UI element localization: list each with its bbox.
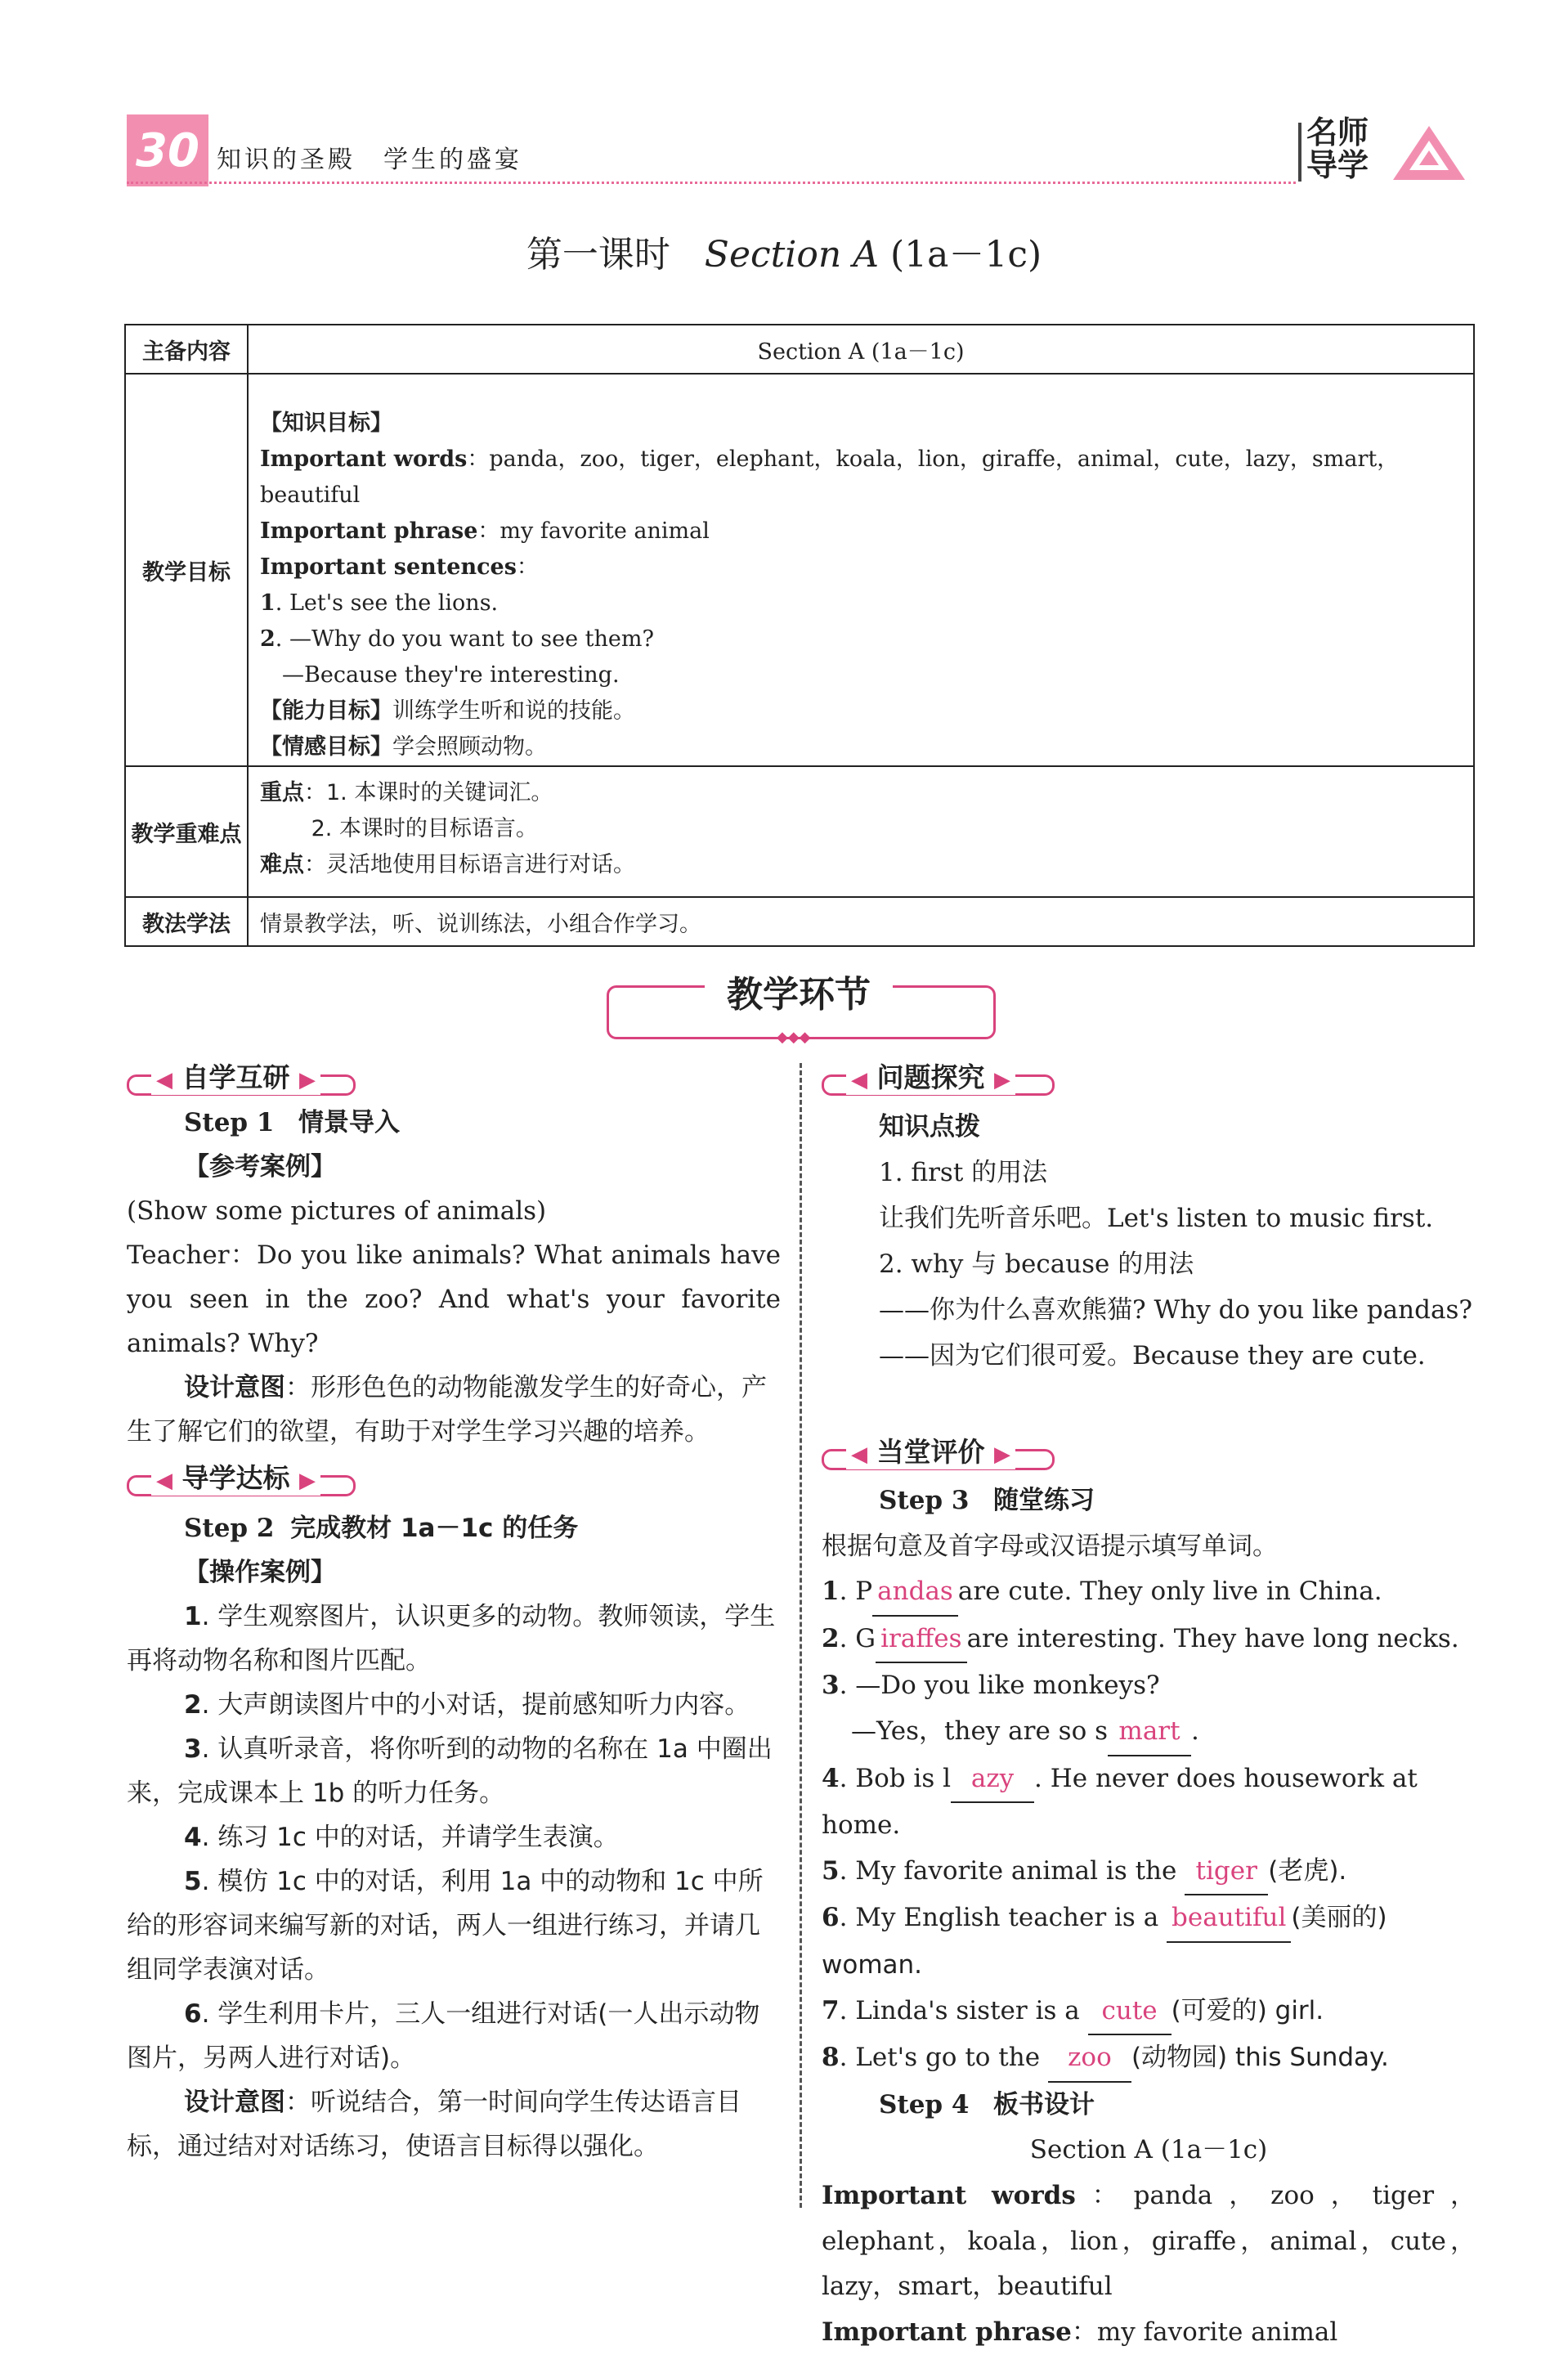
ex-prefix: . P xyxy=(839,1577,873,1607)
row-label: 主备内容 xyxy=(125,325,248,374)
row-value xyxy=(248,374,1474,766)
goal-text: 学会照顾动物。 xyxy=(392,734,547,760)
right-column-part2 xyxy=(822,1478,1476,2355)
item-number: 6 xyxy=(184,1999,202,2029)
focus-line xyxy=(260,811,1462,847)
subhead-assessment xyxy=(822,1431,1055,1472)
page-number: 30 xyxy=(127,114,208,186)
goal-bold: 2 xyxy=(260,626,276,652)
paragraph: Teacher：Do you like animals? What animals have you seen in the zoo? And what's your favorite animals? Why? xyxy=(127,1240,781,1358)
goal-text: ：my favorite animal xyxy=(477,518,710,544)
item-number: 5 xyxy=(184,1867,202,1896)
exercise-item xyxy=(822,1569,1476,1617)
item-text: . 大声朗读图片中的小对话，提前感知听力内容。 xyxy=(201,1690,750,1720)
table-row xyxy=(125,766,1474,897)
step1-heading xyxy=(127,1101,781,1145)
board-label: Important words xyxy=(822,2180,1076,2210)
column-divider xyxy=(800,1063,802,2208)
goal-bold: 【知识目标】 xyxy=(260,410,392,436)
ex-prefix: . G xyxy=(839,1623,876,1653)
focus-line xyxy=(260,847,1462,883)
arrow-left-icon: ◀ xyxy=(851,1442,867,1467)
case-label: 【操作案例】 xyxy=(184,1558,336,1587)
list-item xyxy=(127,1815,781,1859)
left-column-part1 xyxy=(127,1101,781,1454)
section-title: 教学环节 xyxy=(705,965,893,1017)
answer-blank: andas xyxy=(872,1569,958,1617)
goal-bold: Important phrase xyxy=(260,518,478,544)
ex-number: 1 xyxy=(822,1577,840,1607)
step-name: 随堂练习 xyxy=(993,1486,1095,1515)
subhead-inquiry xyxy=(822,1056,1055,1097)
answer-blank: mart xyxy=(1108,1709,1191,1756)
subhead-text: 问题探究 xyxy=(876,1061,985,1093)
step4-heading xyxy=(822,2083,1476,2128)
lesson-plan-table xyxy=(124,324,1475,947)
kp-example: ——你为什么喜欢熊猫? Why do you like pandas? xyxy=(879,1295,1472,1325)
item-text: . 学生利用卡片，三人一组进行对话(一人出示动物图片，另两人进行对话)。 xyxy=(127,1999,760,2073)
row-value: 情景教学法，听、说训练法，小组合作学习。 xyxy=(248,897,1474,946)
goal-line xyxy=(260,657,1462,693)
ex-suffix: (美丽的) woman. xyxy=(822,1903,1387,1980)
answer-blank: tiger xyxy=(1185,1849,1268,1896)
goal-line xyxy=(260,621,1462,657)
step-name: 板书设计 xyxy=(993,2089,1095,2120)
answer-blank: azy xyxy=(951,1756,1034,1804)
list-item xyxy=(127,1992,781,2080)
goal-bold: Important words xyxy=(260,446,468,472)
list-item xyxy=(127,1727,781,1815)
header-slogan: 知识的圣殿 学生的盛宴 xyxy=(217,146,522,174)
ex-number: 4 xyxy=(822,1763,840,1793)
focus-text: ：1. 本课时的关键词汇。 xyxy=(304,780,553,805)
answer-blank: cute xyxy=(1088,1989,1172,2036)
goal-line xyxy=(260,693,1462,729)
list-item xyxy=(127,1859,781,1992)
subhead-label xyxy=(846,1431,1015,1469)
ex-number: 6 xyxy=(822,1903,840,1933)
ex-number: 7 xyxy=(822,1995,840,2025)
goal-line xyxy=(260,550,1462,585)
exercise-item xyxy=(822,1756,1476,1849)
step-label: Step 1 xyxy=(184,1108,275,1137)
board-text: ：panda，zoo，tiger，elephant，koala，lion，giraffe，animal，cute，lazy，smart，beautiful xyxy=(822,2180,1476,2302)
board-words xyxy=(822,2173,1476,2310)
step-name: 完成教材 1a－1c 的任务 xyxy=(290,1514,579,1543)
ex-number: 3 xyxy=(822,1671,840,1701)
exercise-item xyxy=(822,1989,1476,2036)
goal-bold: 1 xyxy=(260,590,276,616)
table-row xyxy=(125,897,1474,946)
subhead-self-study xyxy=(127,1056,356,1097)
title-main: 第一课时 xyxy=(526,234,670,276)
goal-text: —Because they're interesting. xyxy=(260,662,620,688)
ex-prefix: . Linda's sister is a xyxy=(839,1995,1080,2025)
goal-text: ： xyxy=(516,554,539,580)
item-text: . 练习 1c 中的对话，并请学生表演。 xyxy=(201,1823,619,1852)
item-text: . 认真听录音，将你听到的动物的名称在 1a 中圈出来，完成课本上 1b 的听力任务。 xyxy=(127,1734,773,1808)
step-name: 情景导入 xyxy=(298,1108,401,1137)
ex-prefix: —Yes，they are so s xyxy=(851,1716,1108,1746)
goal-line xyxy=(260,585,1462,621)
step-label: Step 4 xyxy=(879,2089,970,2120)
item-number: 1 xyxy=(184,1602,202,1631)
ex-number: 2 xyxy=(822,1623,840,1653)
ex-prefix: . My English teacher is a xyxy=(839,1903,1159,1933)
goal-text: ：panda，zoo，tiger，elephant，koala，lion，giraffe，animal，cute，lazy，smart，beautiful xyxy=(260,446,1400,508)
goal-bold: 【能力目标】 xyxy=(260,698,392,724)
exercise-item xyxy=(822,1895,1476,1988)
ex-prefix: . Bob is l xyxy=(839,1763,952,1793)
focus-text: ：灵活地使用目标语言进行对话。 xyxy=(304,852,635,877)
ex-prefix: . —Do you like monkeys? xyxy=(839,1671,1160,1701)
list-item xyxy=(127,1683,781,1727)
focus-line xyxy=(260,775,1462,811)
ex-suffix: (老虎). xyxy=(1268,1855,1347,1886)
row-value xyxy=(248,766,1474,897)
kp-item-title: 1. first 的用法 xyxy=(879,1158,1048,1187)
intent-text: ：形形色色的动物能激发学生的好奇心，产生了解它们的欲望，有助于对学生学习兴趣的培养。 xyxy=(127,1373,767,1447)
goal-line xyxy=(260,514,1462,550)
answer-blank: zoo xyxy=(1048,2035,1131,2083)
ex-suffix: . xyxy=(1191,1716,1199,1746)
ex-prefix: . Let's go to the xyxy=(839,2043,1041,2073)
ex-prefix: . My favorite animal is the xyxy=(839,1855,1177,1886)
subhead-text: 导学达标 xyxy=(181,1462,290,1494)
step-label: Step 2 xyxy=(184,1514,275,1543)
item-text: . 模仿 1c 中的对话，利用 1a 中的动物和 1c 中所给的形容词来编写新的对话，两人一组进行练习，并请几组同学表演对话。 xyxy=(127,1867,764,1985)
exercise-item xyxy=(822,1617,1476,1664)
design-intent xyxy=(127,1366,781,1454)
table-row xyxy=(125,374,1474,766)
row-label: 教学重难点 xyxy=(125,766,248,897)
subhead-text: 自学互研 xyxy=(181,1061,290,1093)
subhead-label xyxy=(846,1056,1015,1095)
goal-text: 训练学生听和说的技能。 xyxy=(392,698,635,724)
exercise-item xyxy=(822,1849,1476,1896)
goal-line xyxy=(260,406,1462,442)
subhead-text: 当堂评价 xyxy=(876,1436,985,1468)
goal-text: . —Why do you want to see them? xyxy=(275,626,654,652)
left-column-part2 xyxy=(127,1506,781,2169)
item-number: 3 xyxy=(184,1734,202,1764)
ex-suffix: are cute. They only live in China. xyxy=(957,1577,1382,1607)
header-bar xyxy=(1298,123,1301,182)
exercise-instruction: 根据句意及首字母或汉语提示填写单词。 xyxy=(822,1531,1278,1561)
kp-item-title: 2. why 与 because 的用法 xyxy=(879,1249,1194,1279)
header-divider xyxy=(127,182,1296,184)
step-label: Step 3 xyxy=(879,1486,970,1515)
ex-suffix: (动物园) this Sunday. xyxy=(1131,2043,1389,2073)
goal-bold: Important sentences xyxy=(260,554,517,580)
exercise-item xyxy=(822,2035,1476,2083)
ex-suffix: . He never does housework at home. xyxy=(822,1763,1418,1841)
arrow-right-icon: ▶ xyxy=(994,1442,1010,1467)
goal-bold: 【情感目标】 xyxy=(260,734,392,760)
arrow-right-icon: ▶ xyxy=(994,1068,1010,1092)
board-title: Section A (1a－1c) xyxy=(1029,2135,1268,2165)
diamond-ornament-icon: ◆◆◆ xyxy=(777,1029,811,1046)
focus-bold: 难点 xyxy=(260,852,304,877)
title-range: (1a－1c) xyxy=(889,234,1042,276)
answer-blank: beautiful xyxy=(1167,1895,1291,1943)
exercise-item xyxy=(822,1663,1476,1709)
subhead-label xyxy=(151,1056,320,1095)
step2-heading xyxy=(127,1506,781,1550)
board-text: ：my favorite animal xyxy=(1071,2317,1338,2347)
subhead-guided xyxy=(127,1457,356,1498)
brand-logo-icon xyxy=(1390,123,1468,182)
row-label: 教学目标 xyxy=(125,374,248,766)
focus-text: 2. 本课时的目标语言。 xyxy=(260,816,538,841)
ex-suffix: (可爱的) girl. xyxy=(1171,1995,1324,2025)
kp-example: ——因为它们很可爱。Because they are cute. xyxy=(879,1341,1426,1370)
arrow-left-icon: ◀ xyxy=(851,1068,867,1092)
goal-line xyxy=(260,729,1462,765)
arrow-right-icon: ▶ xyxy=(299,1469,316,1493)
row-value: Section A (1a－1c) xyxy=(248,325,1474,374)
answer-blank: iraffes xyxy=(876,1617,967,1664)
board-phrase xyxy=(822,2310,1476,2355)
case-label: 【参考案例】 xyxy=(184,1152,336,1182)
kp-title: 知识点拨 xyxy=(879,1112,980,1142)
ex-number: 5 xyxy=(822,1855,840,1886)
table-row xyxy=(125,325,1474,374)
ex-number: 8 xyxy=(822,2043,840,2073)
step3-heading xyxy=(822,1478,1476,1524)
focus-bold: 重点 xyxy=(260,780,304,805)
list-item xyxy=(127,1595,781,1683)
arrow-right-icon: ▶ xyxy=(299,1068,316,1092)
title-section: Section A xyxy=(704,234,879,276)
brand-name: 名师 导学 xyxy=(1306,114,1369,183)
board-label: Important phrase xyxy=(822,2317,1072,2347)
arrow-left-icon: ◀ xyxy=(156,1469,172,1493)
intent-label: 设计意图 xyxy=(184,2088,285,2117)
intent-text: ：听说结合，第一时间向学生传达语言目标，通过结对对话练习，使语言目标得以强化。 xyxy=(127,2088,741,2161)
page-title xyxy=(0,225,1568,277)
intent-label: 设计意图 xyxy=(184,1373,285,1402)
ex-suffix: are interesting. They have long necks. xyxy=(966,1623,1459,1653)
right-column-part1 xyxy=(822,1104,1476,1379)
row-label: 教法学法 xyxy=(125,897,248,946)
goal-text: . Let's see the lions. xyxy=(275,590,499,616)
design-intent xyxy=(127,2080,781,2169)
kp-example: 让我们先听音乐吧。Let's listen to music first. xyxy=(879,1204,1434,1233)
arrow-left-icon: ◀ xyxy=(156,1068,172,1092)
paragraph: (Show some pictures of animals) xyxy=(127,1196,547,1226)
goal-line xyxy=(260,442,1462,514)
subhead-label xyxy=(151,1457,320,1496)
item-number: 2 xyxy=(184,1690,202,1720)
item-text: . 学生观察图片，认识更多的动物。教师领读，学生再将动物名称和图片匹配。 xyxy=(127,1602,776,1675)
exercise-item xyxy=(822,1709,1476,1756)
item-number: 4 xyxy=(184,1823,202,1852)
